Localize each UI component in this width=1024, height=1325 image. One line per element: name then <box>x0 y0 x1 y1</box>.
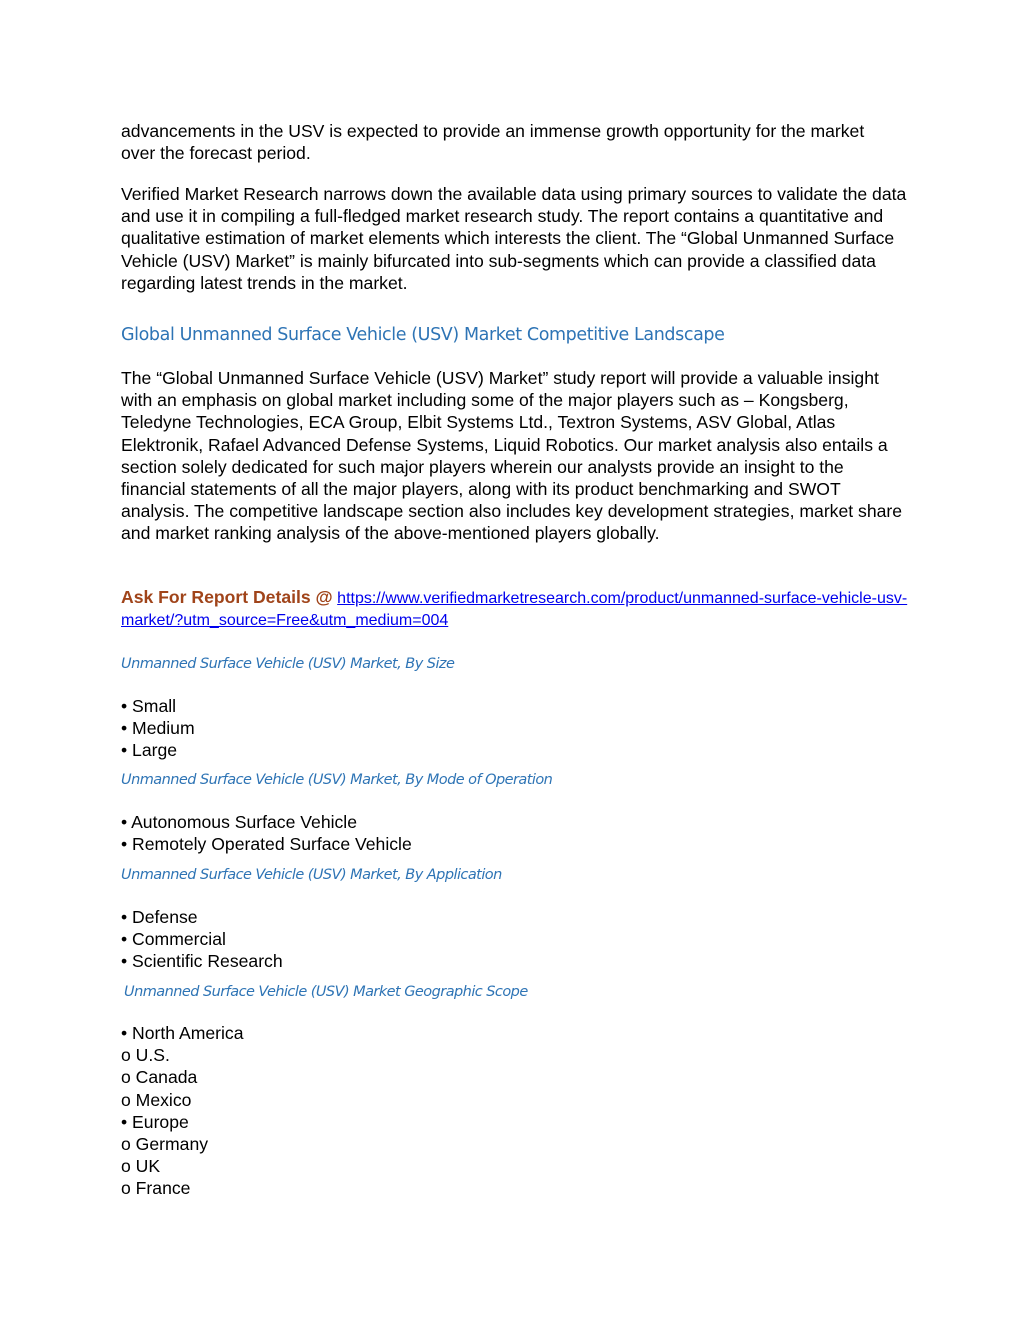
by-size-heading: Unmanned Surface Vehicle (USV) Market, By Size <box>121 656 455 672</box>
list-item: • Small <box>121 696 177 716</box>
list-item: o France <box>121 1178 191 1199</box>
intro-paragraph: advancements in the USV is expected to provide an immense growth opportunity for the market over the forecast period. <box>121 121 865 164</box>
list-item: • Europe <box>121 1111 189 1132</box>
list-item: o Mexico <box>121 1089 192 1110</box>
geographic-scope-heading: Unmanned Surface Vehicle (USV) Market Geographic Scope <box>124 984 528 1000</box>
application-list <box>121 906 283 973</box>
report-details-link[interactable]: https://www.verifiedmarketresearch.com/product/unmanned-surface-vehicle-usv-market/?utm_source=Free&utm_medium=004 <box>121 590 908 629</box>
list-item: o UK <box>121 1156 161 1177</box>
by-application-heading: Unmanned Surface Vehicle (USV) Market, By Application <box>121 867 502 883</box>
by-mode-heading: Unmanned Surface Vehicle (USV) Market, By Mode of Operation <box>121 772 553 788</box>
list-item: • Scientific Research <box>121 951 283 972</box>
size-list <box>121 695 195 762</box>
geography-list <box>121 1022 244 1200</box>
list-item: • Commercial <box>121 929 226 950</box>
research-paragraph: Verified Market Research narrows down the available data using primary sources to validate the data and use it in compiling a full-fledged market research study. The report contains a quantitative and qualitative estimation of market elements which interests the client. The “Global Unmanned Surface Vehicle (USV) Market” is mainly bifurcated into sub-segments which can provide a classified data regarding latest trends in the market. <box>121 184 907 293</box>
list-item: • Medium <box>121 718 195 739</box>
mode-list <box>121 811 412 855</box>
list-item: o Canada <box>121 1067 198 1088</box>
competitive-paragraph: The “Global Unmanned Surface Vehicle (USV) Market” study report will provide a valuable insight with an emphasis on global market including some of the major players such as – Kongsberg, Teledyne Technologies, ECA Group, Elbit Systems Ltd., Textron Systems, ASV Global, Atlas Elektronik, Rafael Advanced Defense Systems, Liquid Robotics. Our market analysis also entails a section solely dedicated for such major players wherein our analysts provide an insight to the financial statements of all the major players, along with its product benchmarking and SWOT analysis. The competitive landscape section also includes key development strategies, market share and market ranking analysis of the above-mentioned players globally. <box>121 368 903 544</box>
list-item: • North America <box>121 1023 244 1043</box>
ask-report-block <box>121 586 911 632</box>
list-item: • Defense <box>121 907 198 927</box>
ask-report-label: Ask For Report Details @ <box>121 587 333 607</box>
list-item: o Germany <box>121 1134 209 1155</box>
list-item: • Large <box>121 740 178 761</box>
list-item: • Remotely Operated Surface Vehicle <box>121 834 412 855</box>
list-item: • Autonomous Surface Vehicle <box>121 812 358 832</box>
list-item: o U.S. <box>121 1045 170 1066</box>
competitive-landscape-heading: Global Unmanned Surface Vehicle (USV) Market Competitive Landscape <box>121 325 725 345</box>
